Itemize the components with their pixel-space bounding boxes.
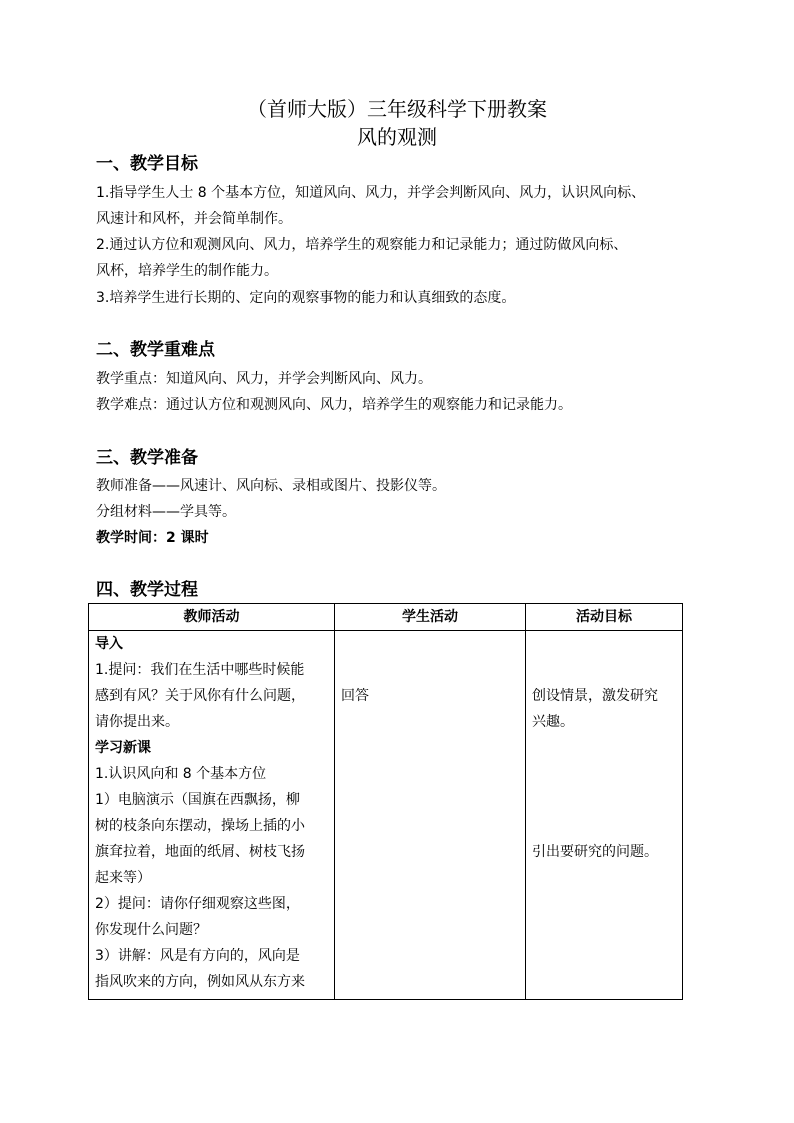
document-title: （首师大版）三年级科学下册教案	[247, 97, 547, 121]
goal-line: 创设情景，激发研究	[532, 688, 658, 704]
difficult-point-line: 教学难点：通过认方位和观测风向、风力，培养学生的观察能力和记录能力。	[96, 397, 572, 413]
teacher-line: 1）电脑演示（国旗在西飘扬，柳	[95, 792, 300, 808]
teacher-line: 1.认识风向和 8 个基本方位	[95, 766, 267, 782]
section-heading-objectives: 一、教学目标	[96, 154, 198, 174]
teacher-line: 1.提问：我们在生活中哪些时候能	[95, 662, 305, 678]
goal-line: 兴趣。	[532, 714, 574, 730]
key-point-line: 教学重点：知道风向、风力，并学会判断风向、风力。	[96, 371, 432, 387]
objective-line: 2.通过认方位和观测风向、风力，培养学生的观察能力和记录能力；通过防做风向标、	[96, 237, 628, 253]
header-teacher-activity: 教师活动	[89, 604, 335, 631]
section-heading-key-points: 二、教学重难点	[96, 340, 215, 360]
preparation-line: 教师准备——风速计、风向标、录相或图片、投影仪等。	[96, 478, 446, 494]
teacher-line: 起来等）	[95, 870, 151, 886]
teacher-line: 指风吹来的方向，例如风从东方来	[95, 974, 305, 990]
document-subtitle: 风的观测	[357, 125, 437, 149]
intro-label: 导入	[95, 636, 123, 652]
teacher-line: 感到有风？关于风你有什么问题，	[95, 688, 305, 704]
preparation-line: 分组材料——学具等。	[96, 504, 236, 520]
goal-line: 引出要研究的问题。	[532, 844, 658, 860]
teaching-time: 教学时间：2 课时	[96, 530, 209, 546]
teacher-line: 你发现什么问题？	[95, 922, 207, 938]
objective-line: 3.培养学生进行长期的、定向的观察事物的能力和认真细致的态度。	[96, 290, 516, 306]
new-lesson-label: 学习新课	[95, 740, 151, 756]
section-heading-preparation: 三、教学准备	[96, 448, 198, 468]
objective-line: 1.指导学生人士 8 个基本方位，知道风向、风力，并学会判断风向、风力，认识风向标、	[96, 185, 646, 201]
teacher-line: 3）讲解：风是有方向的，风向是	[95, 948, 300, 964]
section-heading-process: 四、教学过程	[96, 580, 198, 600]
student-answer: 回答	[341, 688, 369, 704]
teacher-line: 2）提问：请你仔细观察这些图，	[95, 896, 300, 912]
teaching-process-table	[88, 603, 683, 1000]
teacher-line: 树的枝条向东摆动，操场上插的小	[95, 818, 305, 834]
teacher-line: 旗耷拉着，地面的纸屑、树枝飞扬	[95, 844, 305, 860]
objective-line: 风速计和风杯，并会简单制作。	[96, 211, 292, 227]
table-row	[89, 631, 683, 1000]
teacher-activity-cell	[89, 631, 335, 1000]
header-student-activity: 学生活动	[335, 604, 526, 631]
header-activity-goal: 活动目标	[526, 604, 683, 631]
objective-line: 风杯，培养学生的制作能力。	[96, 263, 278, 279]
table-header-row	[89, 604, 683, 631]
student-activity-cell	[335, 631, 526, 1000]
teacher-line: 请你提出来。	[95, 714, 179, 730]
activity-goal-cell	[526, 631, 683, 1000]
